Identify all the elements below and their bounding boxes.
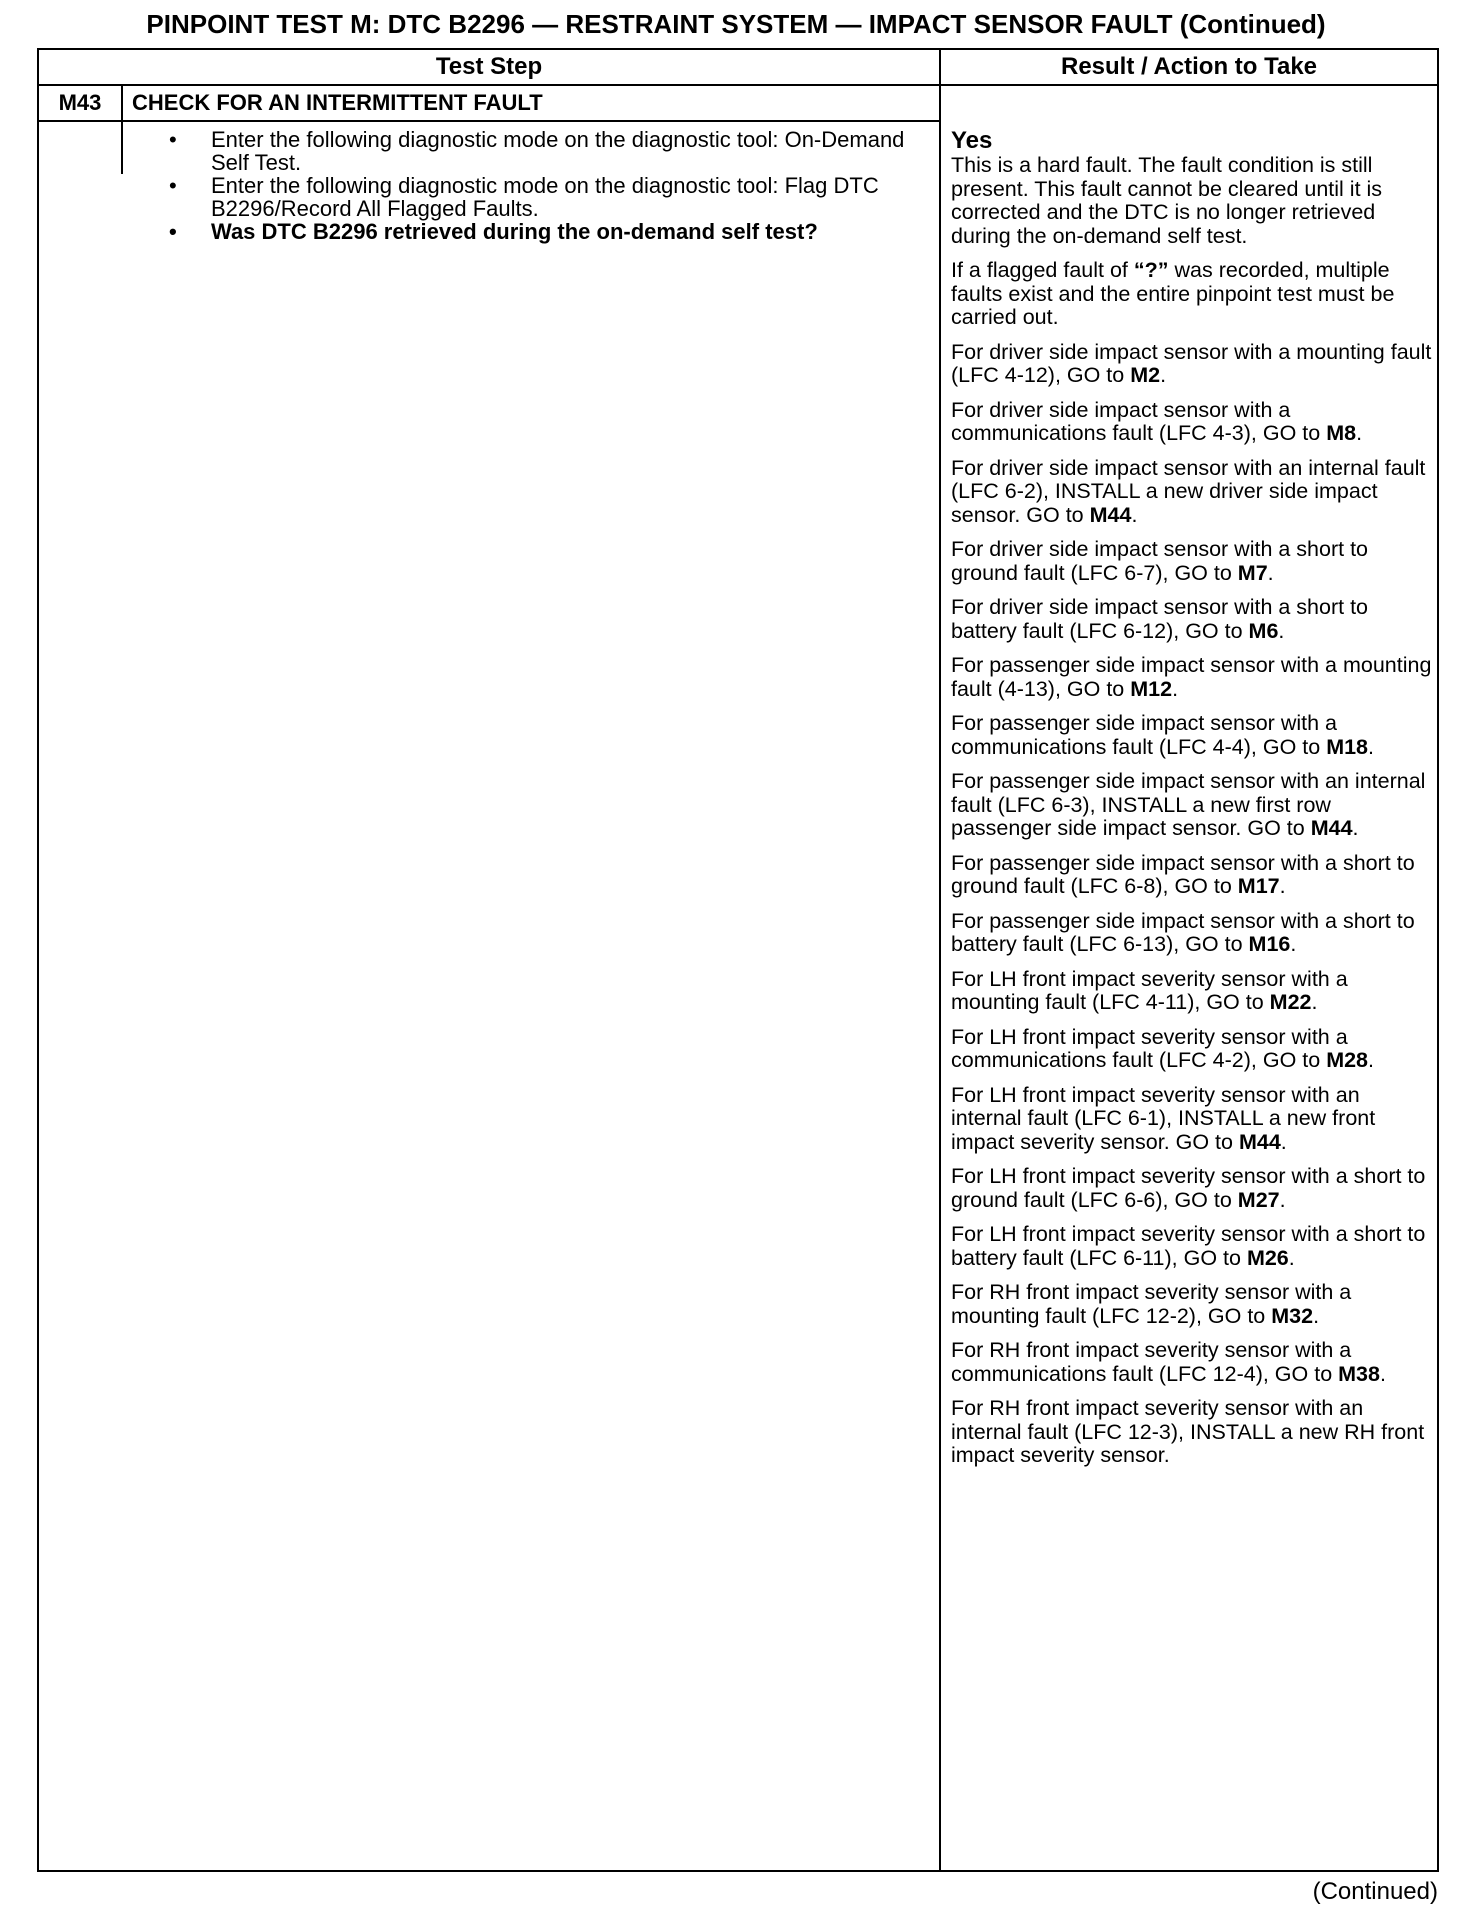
goto-step-link: M44 xyxy=(1238,1129,1281,1154)
step-bullet: • Enter the following diagnostic mode on the diagnostic tool: On-Demand Self Test. xyxy=(169,127,905,175)
result-action: For LH front impact severity sensor with a short to battery fault (LFC 6-11), GO to M26. xyxy=(951,1222,1426,1270)
result-action: For LH front impact severity sensor with a communications fault (LFC 4-2), GO to M28. xyxy=(951,1024,1374,1072)
result-action: For driver side impact sensor with a short to ground fault (LFC 6-7), GO to M7. xyxy=(951,537,1369,585)
goto-step-link: M7 xyxy=(1237,560,1268,585)
pinpoint-test-table xyxy=(37,48,1439,1872)
action-list xyxy=(951,341,1435,1468)
step-bullet-text: Enter the following diagnostic mode on the diagnostic tool: On-Demand Self Test. xyxy=(211,127,905,175)
step-instructions xyxy=(167,128,927,243)
page-title: PINPOINT TEST M: DTC B2296 — RESTRAINT SYSTEM — IMPACT SENSOR FAULT (Continued) xyxy=(146,9,1326,39)
step-question-text: Was DTC B2296 retrieved during the on-demand self test? xyxy=(211,219,818,244)
goto-step-link: M16 xyxy=(1248,932,1291,956)
result-action: For passenger side impact sensor with a mounting fault (4-13), GO to M12. xyxy=(951,653,1432,701)
goto-step-link: M44 xyxy=(1089,502,1132,527)
goto-step-link: M2 xyxy=(1130,363,1161,387)
result-action: For passenger side impact sensor with a communications fault (LFC 4-4), GO to M18. xyxy=(951,711,1374,759)
result-action: For passenger side impact sensor with a short to battery fault (LFC 6-13), GO to M16. xyxy=(951,908,1415,956)
goto-step-link: M22 xyxy=(1269,990,1312,1014)
goto-step-link: M28 xyxy=(1326,1048,1369,1072)
result-action: For passenger side impact sensor with a short to ground fault (LFC 6-8), GO to M17. xyxy=(951,850,1415,898)
result-action: For passenger side impact sensor with an internal fault (LFC 6-3), INSTALL a new first row passenger side impact sensor. GO to M44. xyxy=(951,769,1426,840)
step-bullet: • Enter the following diagnostic mode on the diagnostic tool: Flag DTC B2296/Record All Flagged Faults. xyxy=(169,173,879,221)
step-title: CHECK FOR AN INTERMITTENT FAULT xyxy=(132,90,543,115)
goto-step-link: M26 xyxy=(1246,1245,1289,1270)
result-yes-label: Yes xyxy=(951,127,993,154)
result-action: For RH front impact severity sensor with an internal fault (LFC 12-3), INSTALL a new RH front impact severity sensor. xyxy=(951,1396,1425,1467)
header-test-step: Test Step xyxy=(435,53,543,80)
id-column-divider xyxy=(121,122,123,174)
goto-step-link: M32 xyxy=(1271,1303,1314,1328)
result-action: For LH front impact severity sensor with an internal fault (LFC 6-1), INSTALL a new front impact severity sensor. GO to M44. xyxy=(951,1082,1376,1154)
result-intro: This is a hard fault. The fault condition is still present. This fault cannot be cleared until it is corrected and the DTC is no longer retrieved during the on-demand self test. xyxy=(951,153,1383,248)
flagged-fault-note: If a flagged fault of “?” was recorded, multiple faults exist and the entire pinpoint test must be carried out. xyxy=(951,258,1395,329)
header-result-action: Result / Action to Take xyxy=(1060,53,1318,80)
flag-mark: “?” xyxy=(1133,258,1169,282)
result-column xyxy=(951,128,1435,1479)
goto-step-link: M27 xyxy=(1237,1187,1280,1212)
result-action: For LH front impact severity sensor with a short to ground fault (LFC 6-6), GO to M27. xyxy=(951,1164,1426,1212)
goto-step-link: M17 xyxy=(1237,874,1280,898)
goto-step-link: M18 xyxy=(1326,734,1369,759)
result-action: For driver side impact sensor with a short to battery fault (LFC 6-12), GO to M6. xyxy=(951,595,1369,643)
step-bullet-text: Enter the following diagnostic mode on the diagnostic tool: Flag DTC B2296/Record All Flagged Faults. xyxy=(211,173,879,221)
goto-step-link: M6 xyxy=(1248,618,1279,643)
result-action: For LH front impact severity sensor with a mounting fault (LFC 4-11), GO to M22. xyxy=(951,966,1348,1014)
goto-step-link: M44 xyxy=(1310,816,1353,840)
continued-note: (Continued) xyxy=(1312,1878,1438,1905)
result-action: For driver side impact sensor with a mounting fault (LFC 4-12), GO to M2. xyxy=(951,339,1432,387)
step-question: • Was DTC B2296 retrieved during the on-demand self test? xyxy=(169,219,818,244)
result-action: For driver side impact sensor with a communications fault (LFC 4-3), GO to M8. xyxy=(951,397,1363,445)
goto-step-link: M12 xyxy=(1130,676,1173,701)
goto-step-link: M8 xyxy=(1326,421,1357,445)
table-header-row xyxy=(39,50,1437,86)
step-id: M43 xyxy=(39,86,123,120)
result-action: For RH front impact severity sensor with a communications fault (LFC 12-4), GO to M38. xyxy=(951,1338,1386,1386)
goto-step-link: M38 xyxy=(1338,1361,1380,1386)
column-divider xyxy=(939,50,941,1870)
result-action: For driver side impact sensor with an internal fault (LFC 6-2), INSTALL a new driver side impact sensor. GO to M44. xyxy=(951,455,1426,527)
result-action: For RH front impact severity sensor with a mounting fault (LFC 12-2), GO to M32. xyxy=(951,1280,1352,1328)
step-header-row xyxy=(39,86,939,122)
